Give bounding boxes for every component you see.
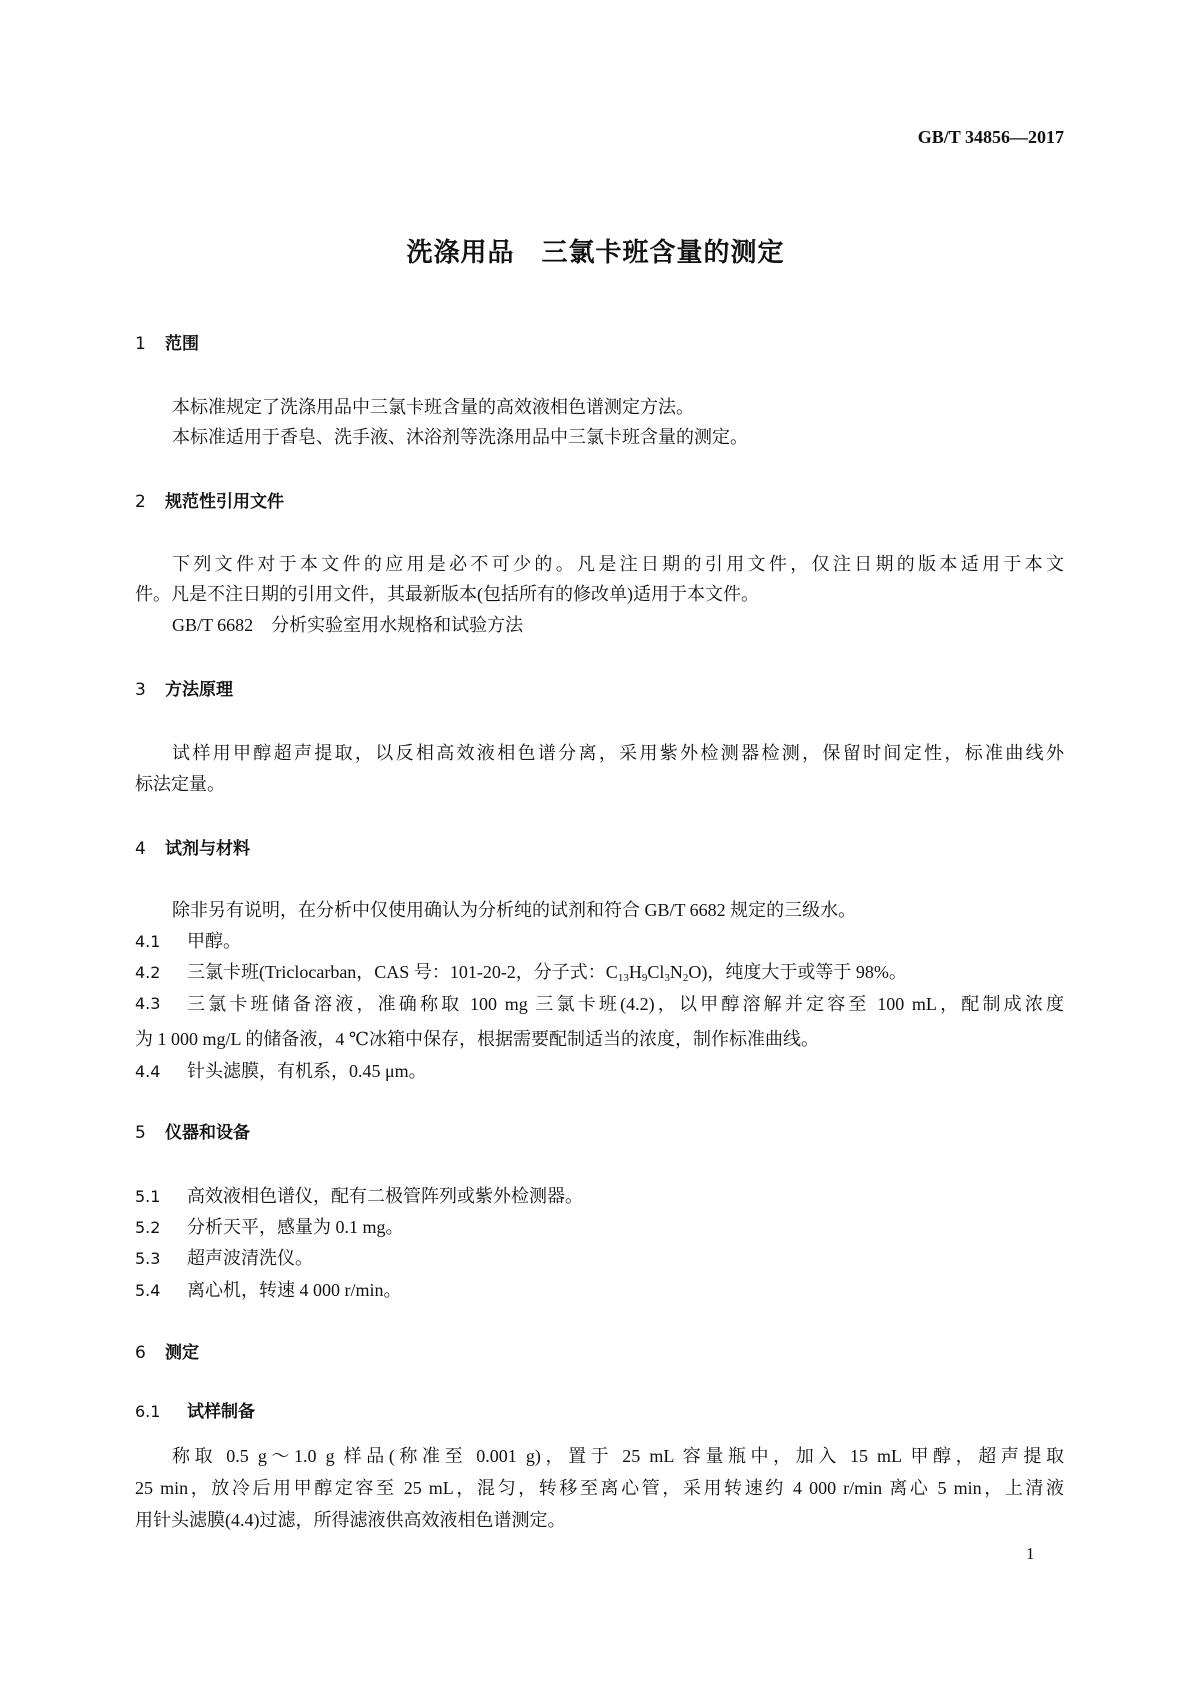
section-title: 规范性引用文件: [165, 492, 284, 512]
paragraph-line: 试样用甲醇超声提取，以反相高效液相色谱分离，采用紫外检测器检测，保留时间定性，标准曲线外: [172, 743, 1064, 763]
clause-5-2: [135, 1216, 1064, 1239]
clause-text: 甲醇。: [187, 931, 241, 951]
clause-text: 高效液相色谱仪，配有二极管阵列或紫外检测器。: [187, 1186, 583, 1206]
subsection-title: 试样制备: [187, 1402, 255, 1422]
clause-text: O)，纯度大于或等于 98%。: [688, 962, 907, 982]
section-title: 仪器和设备: [165, 1123, 250, 1143]
paragraph-line: 25 min，放冷后用甲醇定容至 25 mL，混匀，转移至离心管，采用转速约 4 000 r/min 离心 5 min，上清液: [135, 1478, 1064, 1498]
paragraph-line: 件。凡是不注日期的引用文件，其最新版本(包括所有的修改单)适用于本文件。: [135, 584, 759, 604]
section-title: 试剂与材料: [165, 839, 250, 859]
formula-part: H: [628, 962, 642, 982]
clause-number: 5.3: [135, 1249, 161, 1268]
clause-4-4: [135, 1060, 1064, 1083]
subsection-number: 6.1: [135, 1402, 161, 1421]
standard-number: GB/T 34856—2017: [917, 127, 1064, 147]
section-5-heading: [135, 1122, 1064, 1144]
clause-text: 三氯卡班(Triclocarban，CAS 号：101-20-2，分子式：C: [187, 962, 618, 982]
clause-text: 分析天平，感量为 0.1 mg。: [187, 1217, 404, 1237]
clause-text: 离心机，转速 4 000 r/min。: [187, 1280, 402, 1300]
formula-part: Cl: [647, 962, 665, 982]
clause-5-4: [135, 1279, 1064, 1302]
section-number: 5: [135, 1123, 146, 1143]
clause-5-1: [135, 1185, 1064, 1208]
document-title: 洗涤用品 三氯卡班含量的测定: [406, 238, 785, 268]
section-6-heading: [135, 1342, 1064, 1364]
paragraph-line: 称取 0.5 g～1.0 g 样品(称准至 0.001 g)，置于 25 mL 容量瓶中，加入 15 mL 甲醇，超声提取: [172, 1446, 1064, 1466]
section-title: 测定: [165, 1343, 199, 1363]
clause-number: 4.1: [135, 932, 161, 951]
clause-number: 4.2: [135, 963, 161, 982]
section-number: 2: [135, 492, 146, 512]
section-2-heading: [135, 491, 1064, 513]
clause-4-3: [135, 993, 1064, 1015]
formula-part: N: [669, 962, 683, 982]
clause-text: 超声波清洗仪。: [187, 1248, 313, 1268]
paragraph: 本标准规定了洗涤用品中三氯卡班含量的高效液相色谱测定方法。: [172, 397, 694, 417]
page-number: 1: [1026, 1544, 1035, 1563]
section-number: 4: [135, 839, 146, 859]
clause-number: 5.4: [135, 1281, 161, 1300]
clause-text: 针头滤膜，有机系，0.45 μm。: [187, 1061, 427, 1081]
paragraph-line: 标法定量。: [135, 774, 225, 794]
clause-4-1: [135, 930, 1064, 953]
subscript: 13: [617, 972, 629, 984]
section-title: 范围: [165, 334, 199, 354]
clause-number: 4.3: [135, 994, 161, 1013]
section-number: 1: [135, 334, 146, 354]
section-number: 3: [135, 680, 146, 700]
paragraph-line: 下列文件对于本文件的应用是必不可少的。凡是注日期的引用文件，仅注日期的版本适用于本文: [172, 554, 1064, 574]
clause-number: 4.4: [135, 1062, 161, 1081]
section-number: 6: [135, 1343, 146, 1363]
section-1-heading: [135, 333, 1064, 355]
paragraph: 本标准适用于香皂、洗手液、沐浴剂等洗涤用品中三氯卡班含量的测定。: [172, 427, 748, 447]
subscript: 2: [682, 972, 689, 984]
section-4-heading: [135, 838, 1064, 860]
paragraph-line: 用针头滤膜(4.4)过滤，所得滤液供高效液相色谱测定。: [135, 1510, 566, 1530]
clause-text-continuation: 为 1 000 mg/L 的储备液，4 ℃冰箱中保存，根据需要配制适当的浓度，制作标准曲线。: [135, 1029, 819, 1049]
subsection-6-1-heading: [135, 1401, 1064, 1423]
normative-reference: GB/T 6682 分析实验室用水规格和试验方法: [172, 615, 524, 635]
paragraph: 除非另有说明，在分析中仅使用确认为分析纯的试剂和符合 GB/T 6682 规定的三级水。: [172, 900, 857, 920]
section-3-heading: [135, 679, 1064, 701]
clause-5-3: [135, 1247, 1064, 1270]
clause-number: 5.2: [135, 1218, 161, 1237]
clause-text: 三氯卡班储备溶液，准确称取 100 mg 三氯卡班(4.2)，以甲醇溶解并定容至 100 mL，配制成浓度: [187, 994, 1064, 1014]
section-title: 方法原理: [165, 680, 233, 700]
subscript: 9: [641, 972, 648, 984]
subscript: 3: [664, 972, 670, 984]
clause-number: 5.1: [135, 1187, 161, 1206]
clause-4-2: [135, 961, 1064, 989]
